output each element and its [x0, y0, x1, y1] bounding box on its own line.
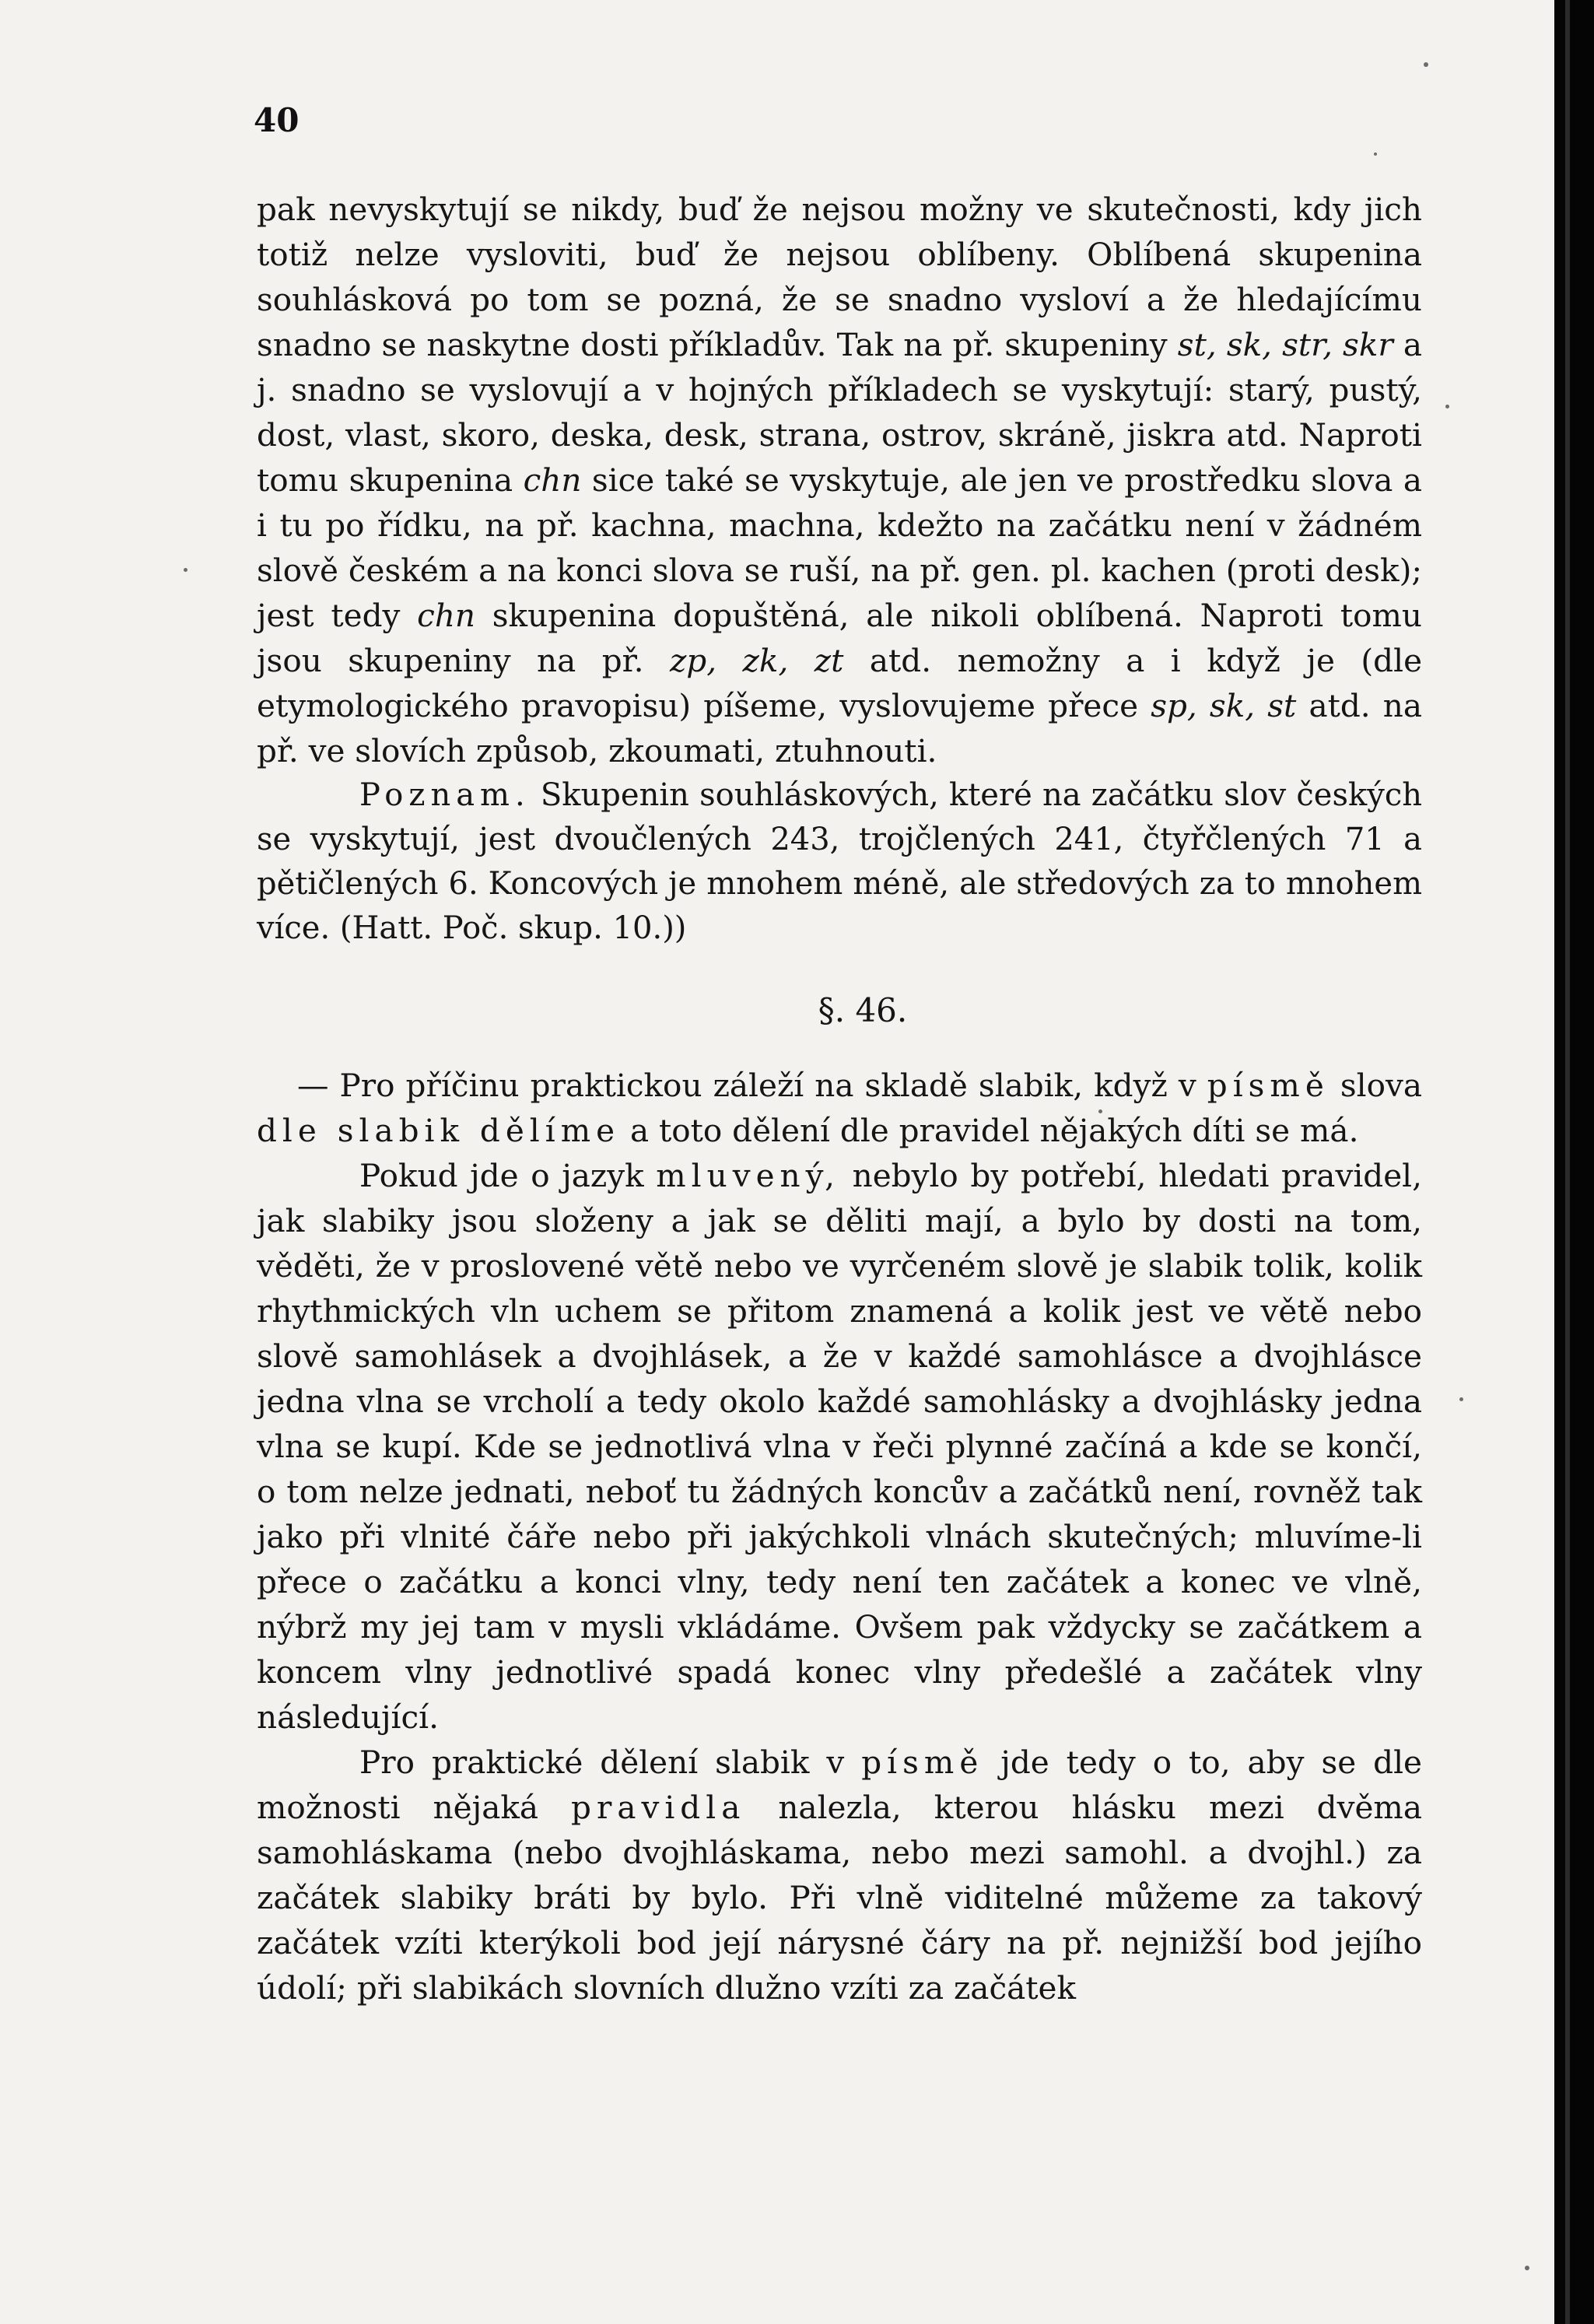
- section-heading: §. 46.: [818, 991, 908, 1029]
- text-run: atd. Naproti tomu skupenina: [257, 416, 1423, 499]
- print-speck: [1445, 405, 1449, 408]
- text-run: pak nevyskytují se nikdy, buď že nejsou možny ve skutečnosti, kdy jich totiž nelze vysloviti, buď že nejsou oblíbeny. Oblíbená skupenina souhlásková po tom se pozná, že se snadno vysloví a že hledajícímu snadno se naskytne dosti příkladův. Tak na př. skupeniny: [257, 191, 1422, 363]
- print-speck: [1525, 2266, 1529, 2270]
- example-words: kachna, machna,: [591, 507, 865, 544]
- print-speck: [184, 568, 187, 572]
- example-cluster-chn: chn: [417, 597, 475, 634]
- text-run: atd. nemožny a i když je (dle etymologického pravopisu) píšeme, vyslovujeme přece: [257, 642, 1423, 724]
- example-cluster-chn: chn: [523, 461, 582, 499]
- example-words: starý, pustý, dost, vlast, skoro, deska, desk, strana, ostrov, skráně, jiskra: [257, 371, 1422, 454]
- example-clusters: sp, sk, st: [1151, 687, 1297, 724]
- example-clusters: zp, zk, zt: [669, 642, 844, 679]
- text-run: nebylo by potřebí, hledati pravidel, jak slabiky jsou složeny a jak se děliti mají, a bylo by dosti na tom, věděti, že v proslovené větě nebo ve vyrčeném slově je slabik tolik, kolik rhythmických vln uchem se přitom znamená a kolik jest ve větě nebo slově samohlásek a dvojhlásek, a že v každé samohlásce a dvojhlásce jedna vlna se vrcholí a tedy okolo každé samohlásky a dvojhlásky jedna vlna se kupí. Kde se jednotlivá vlna v řeči plynné začíná a kde se končí, o tom nelze jednati, neboť tu žádných koncův a začátků není, rovněž tak jako při vlnité čáře nebo při jakýchkoli vlnách skutečných; mluvíme-li přece o začátku a konci vlny, tedy není ten začátek a konec ve vlně, nýbrž my jej tam v mysli vkládáme. Ovšem pak vždycky se začátkem a koncem vlny jednotlivé spadá konec vlny předešlé a začátek vlny následující.: [257, 1157, 1422, 1736]
- note-text: Skupenin souhláskových, které na začátku slov českých se vyskytují, jest dvoučlených 243, trojčlených 241, čtyřčlených 71 a pětičlených 6. Koncových je mnohem méně, ale středových za to mnohem více. (Hatt. Poč. skup. 10.)): [257, 777, 1423, 946]
- scan-border-line: [1565, 0, 1570, 2324]
- print-speck: [1459, 1397, 1463, 1401]
- page-number: 40: [254, 101, 300, 139]
- note-label: Poznam.: [359, 777, 531, 813]
- paragraph-spoken-language: [257, 1153, 1422, 1740]
- text-run: (proti: [1225, 552, 1315, 589]
- text-run: nalezla, kterou hlásku mezi dvěma samohláskama (nebo dvojhláskama, nebo mezi samohl. a dvojhl.) za začátek slabiky bráti by bylo. Při vlně viditelné můžeme za takový začátek vzíti kterýkoli bod její nárysné čáry na př. nejnižší bod jejího údolí; při slabikách slovních dlužno vzíti za začátek: [257, 1789, 1422, 2007]
- text-run: jde tedy o to, aby se dle možnosti nějaká: [257, 1744, 1423, 1826]
- emphasis-spaced: pravidla: [571, 1789, 746, 1826]
- text-run: slova: [1340, 1067, 1423, 1104]
- text-run: kdežto na začátku není v žádném slově českém a na konci slova se ruší, na př. gen. pl.: [257, 507, 1422, 589]
- emphasis-spaced: mluvený,: [656, 1157, 841, 1194]
- example-word: kachen: [1101, 552, 1216, 589]
- text-run: sice také se vyskytuje, ale jen ve prostředku slova a i tu po řídku, na př.: [257, 461, 1423, 544]
- text-run: ); jest tedy: [257, 552, 1423, 634]
- text-run: a j. snadno se vyslovují a v hojných příkladech se vyskytují:: [257, 326, 1423, 408]
- scan-border: [1554, 0, 1594, 2324]
- print-speck: [1374, 152, 1377, 156]
- example-clusters: st, sk, str, skr: [1177, 326, 1393, 363]
- emphasis-spaced: písmě: [1207, 1067, 1330, 1104]
- example-word: desk: [1325, 552, 1400, 589]
- example-words: způsob, zkoumati, ztuhnouti.: [475, 732, 937, 769]
- emphasis-spaced: dle slabik dělíme: [257, 1112, 621, 1149]
- text-run: — Pro příčinu praktickou záleží na skladě slabik, když v: [297, 1067, 1196, 1104]
- text-run: Pokud jde o jazyk: [359, 1157, 644, 1194]
- paragraph-practical-division: [257, 1740, 1422, 2010]
- print-speck: [1424, 62, 1428, 67]
- page-body: [257, 187, 1422, 2010]
- note-paragraph: [257, 773, 1422, 951]
- paragraph-syllable-division: [257, 1063, 1422, 1153]
- emphasis-spaced: písmě: [861, 1744, 984, 1781]
- text-run: skupenina dopuštěná, ale nikoli oblíbená. Naproti tomu jsou skupeniny na př.: [257, 597, 1423, 679]
- text-run: a toto dělení dle pravidel nějakých díti se má.: [629, 1112, 1359, 1149]
- paragraph-consonant-clusters: [257, 187, 1422, 773]
- text-run: atd. na př. ve slovích: [257, 687, 1423, 769]
- text-run: Pro praktické dělení slabik v: [359, 1744, 845, 1781]
